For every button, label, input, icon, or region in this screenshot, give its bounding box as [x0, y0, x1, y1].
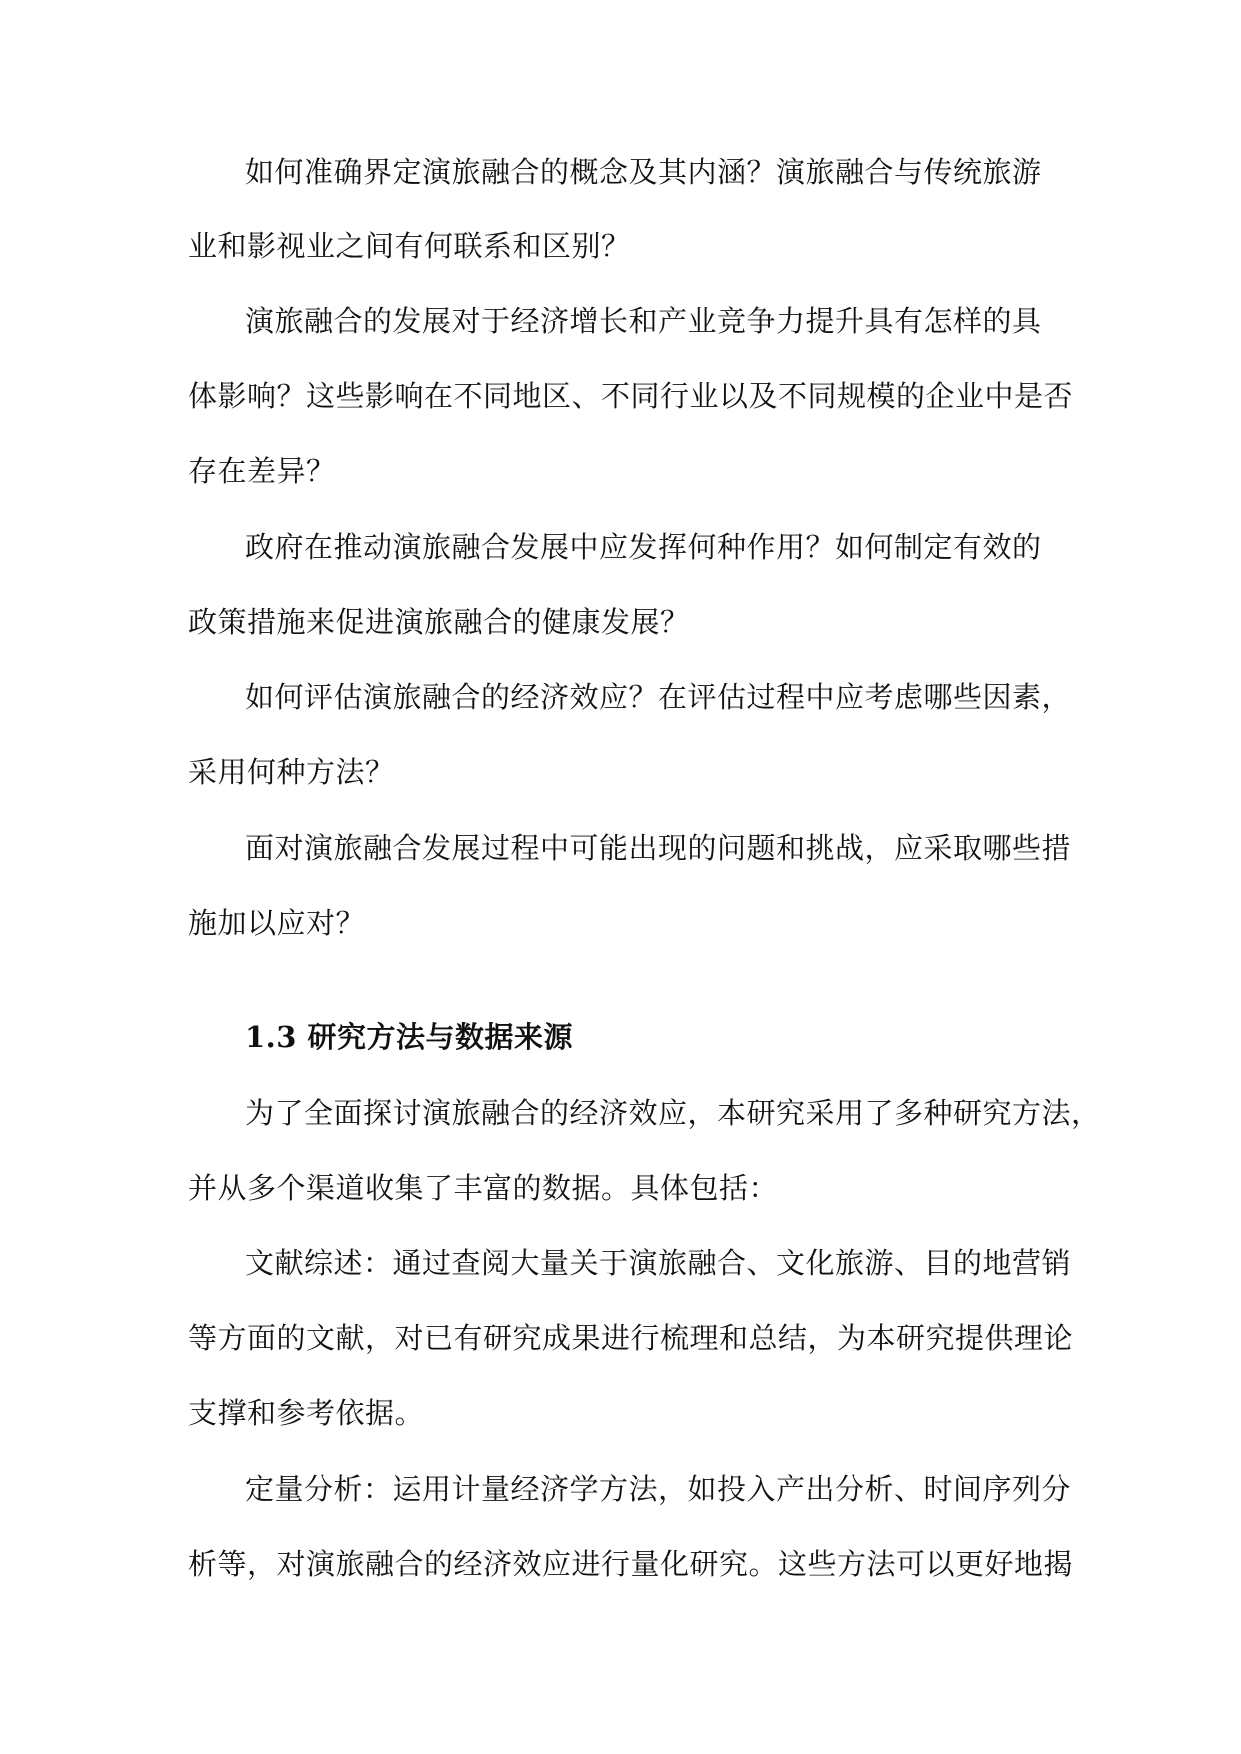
paragraph-line: 析等，对演旅融合的经济效应进行量化研究。这些方法可以更好地揭 — [188, 1547, 1074, 1581]
paragraph-line: 如何准确界定演旅融合的概念及其内涵？演旅融合与传统旅游 — [245, 155, 1042, 189]
paragraph-line: 施加以应对？ — [188, 906, 366, 940]
paragraph-line: 业和影视业之间有何联系和区别？ — [188, 229, 631, 263]
paragraph-line: 政府在推动演旅融合发展中应发挥何种作用？如何制定有效的 — [245, 530, 1042, 564]
paragraph-line: 并从多个渠道收集了丰富的数据。具体包括： — [188, 1171, 779, 1205]
paragraph-line: 采用何种方法？ — [188, 755, 395, 789]
paragraph-line: 如何评估演旅融合的经济效应？在评估过程中应考虑哪些因素， — [245, 680, 1072, 714]
paragraph-line: 体影响？这些影响在不同地区、不同行业以及不同规模的企业中是否 — [188, 379, 1074, 413]
paragraph-line: 政策措施来促进演旅融合的健康发展？ — [188, 605, 690, 639]
paragraph-line: 存在差异？ — [188, 454, 336, 488]
paragraph-line: 文献综述：通过查阅大量关于演旅融合、文化旅游、目的地营销 — [245, 1246, 1072, 1280]
paragraph-line: 等方面的文献，对已有研究成果进行梳理和总结，为本研究提供理论 — [188, 1321, 1074, 1355]
paragraph-line: 支撑和参考依据。 — [188, 1396, 425, 1430]
paragraph-line: 面对演旅融合发展过程中可能出现的问题和挑战，应采取哪些措 — [245, 831, 1072, 865]
section-heading: 1.3 研究方法与数据来源 — [245, 1020, 574, 1054]
paragraph-line: 演旅融合的发展对于经济增长和产业竞争力提升具有怎样的具 — [245, 304, 1042, 338]
paragraph-line: 为了全面探讨演旅融合的经济效应，本研究采用了多种研究方法， — [245, 1096, 1101, 1130]
paragraph-line: 定量分析：运用计量经济学方法，如投入产出分析、时间序列分 — [245, 1472, 1072, 1506]
